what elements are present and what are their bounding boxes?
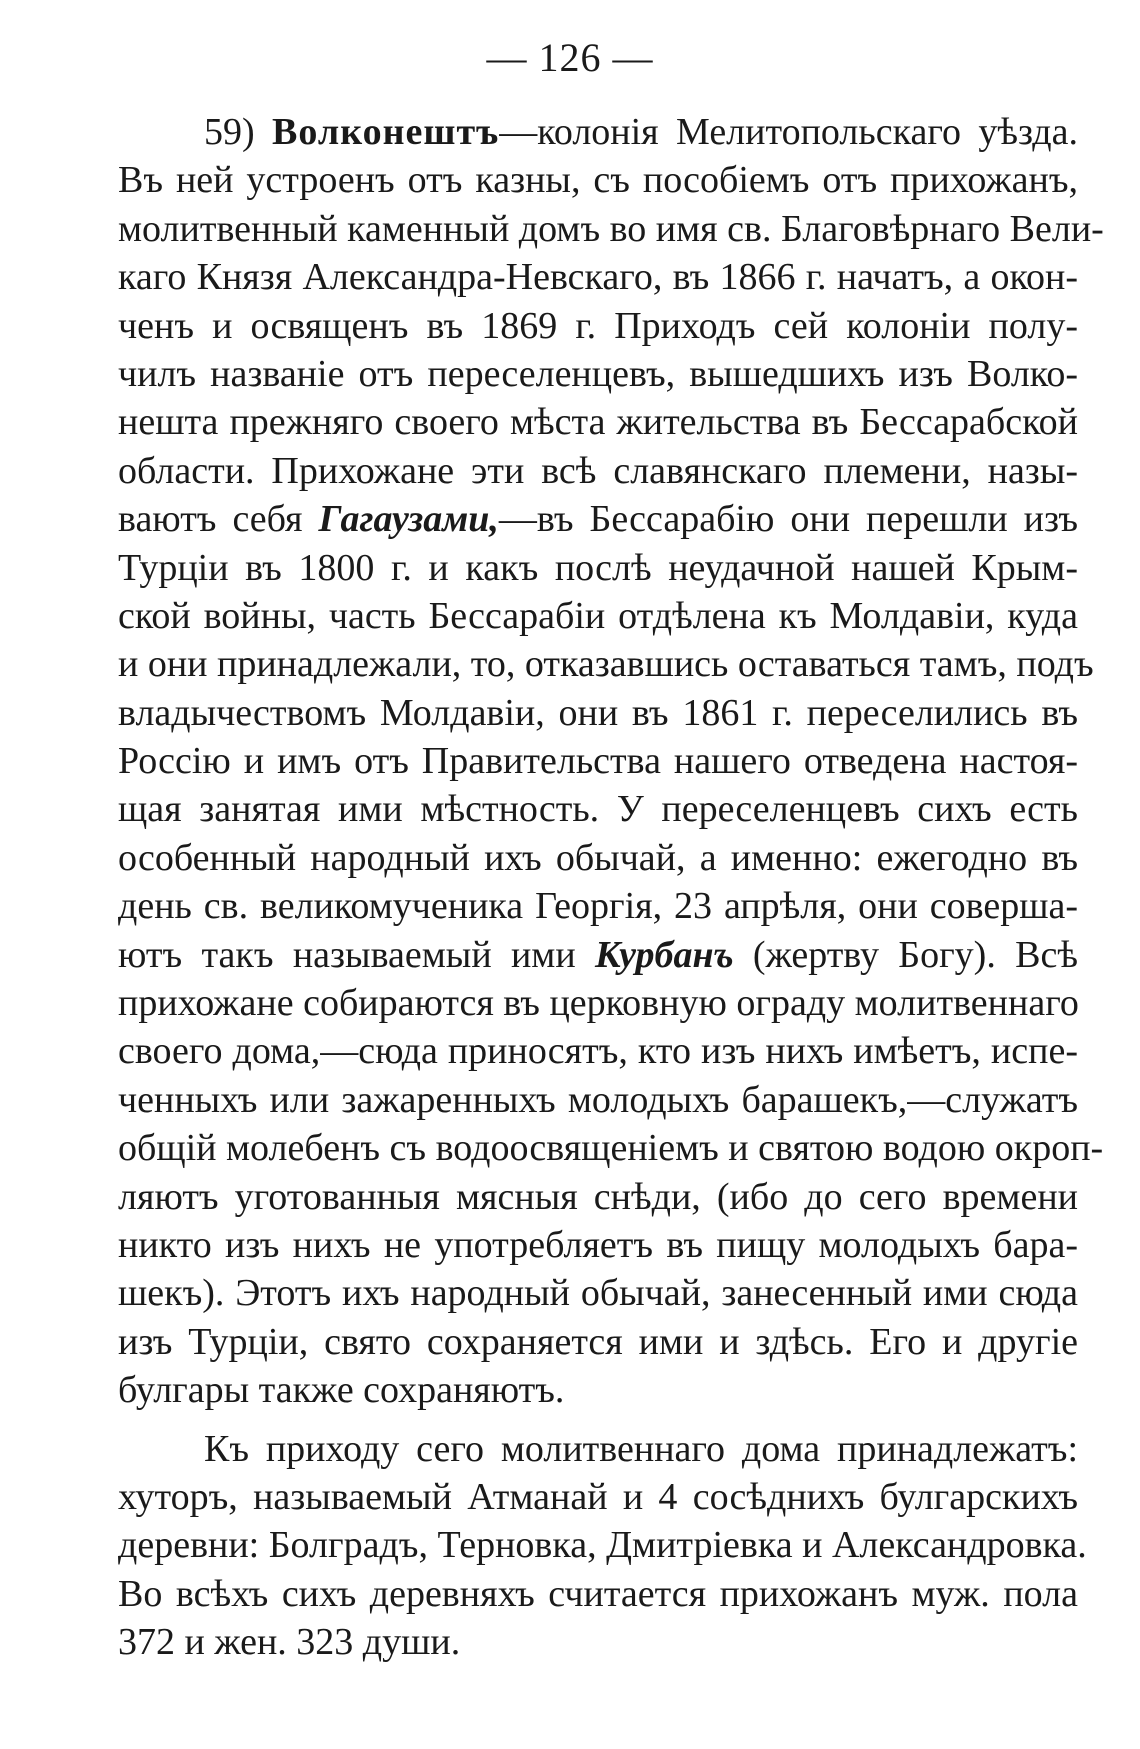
text-line: чилъ названіе отъ переселенцевъ, вышедшихъ изъ Волко-	[118, 352, 1078, 395]
text-line: изъ Турціи, свято сохраняется ими и здѣсь. Его и другіе	[118, 1320, 1078, 1363]
text-line: общій молебенъ съ водоосвященіемъ и святою водою окроп-	[118, 1127, 1104, 1170]
text-line: Къ приходу сего молитвеннаго дома принадлежатъ:	[204, 1427, 1078, 1470]
text-line: владычествомъ Молдавіи, они въ 1861 г. переселились въ	[118, 691, 1078, 734]
page-number: — 126 —	[486, 35, 654, 80]
body-text	[118, 108, 1104, 1667]
text-line: особенный народный ихъ обычай, а именно: ежегодно въ	[118, 836, 1078, 879]
text-line: Во всѣхъ сихъ деревняхъ считается прихожанъ муж. пола	[118, 1572, 1078, 1615]
text-line: день св. великомученика Георгія, 23 апрѣля, они совершa-	[118, 885, 1078, 928]
text-line: ченъ и освященъ въ 1869 г. Приходъ сей колоніи полу-	[118, 304, 1078, 347]
text-line	[118, 931, 1078, 979]
text-span: ютъ такъ называемый ими	[118, 933, 596, 976]
text-line: Въ ней устроенъ отъ казны, съ пособіемъ отъ прихожанъ,	[118, 159, 1078, 202]
text-line: каго Князя Александра-Невскаго, въ 1866 г. начатъ, а окон-	[118, 256, 1078, 299]
text-line: Россію и имъ отъ Правительства нашего отведена настоя-	[118, 740, 1078, 783]
entry-heading: Волконештъ	[272, 111, 500, 153]
text-line: области. Прихожане эти всѣ славянскаго племени, назы-	[118, 449, 1078, 492]
text-line: никто изъ нихъ не употребляетъ въ пищу молодыхъ бара-	[118, 1223, 1078, 1266]
text-line: ляютъ уготованныя мясныя снѣди, (ибо до сего времени	[118, 1175, 1078, 1218]
text-line: прихожане собираются въ церковную ограду молитвеннаго	[118, 982, 1079, 1025]
entry-number: 59)	[204, 111, 273, 153]
text-line: щая занятая ими мѣстность. У переселенцевъ сихъ есть	[118, 788, 1078, 831]
text-line: своего дома,—сюда приносятъ, кто изъ нихъ имѣетъ, испе-	[118, 1030, 1078, 1073]
text-line	[118, 108, 1078, 156]
italic-term: Гагаузами,	[318, 498, 499, 541]
text-span: (жертву Богу). Всѣ	[733, 933, 1078, 976]
text-line: ченныхъ или зажаренныхъ молодыхъ барашекъ,—служатъ	[118, 1078, 1078, 1121]
text-line: ской войны, часть Бессарабіи отдѣлена къ Молдавіи, куда	[118, 594, 1078, 637]
text-line: хуторъ, называемый Атманай и 4 сосѣднихъ булгарскихъ	[118, 1475, 1078, 1518]
text-line: шекъ). Этотъ ихъ народный обычай, занесенный ими сюда	[118, 1272, 1078, 1315]
text-span: —колонія Мелитопольскаго уѣзда.	[499, 111, 1079, 153]
paragraph-gap	[118, 1415, 1078, 1425]
text-line: Турціи въ 1800 г. и какъ послѣ неудачной нашей Крым-	[118, 546, 1078, 589]
text-span: —въ Бессарабію они перешли изъ	[498, 498, 1078, 541]
text-line: булгары также сохраняютъ.	[118, 1369, 565, 1412]
text-line: нешта прежняго своего мѣста жительства въ Бессарабской	[118, 401, 1078, 444]
italic-term: Курбанъ	[595, 933, 734, 976]
text-span: ваютъ себя	[118, 498, 319, 541]
text-line: молитвенный каменный домъ во имя св. Благовѣрнаго Вели-	[118, 207, 1104, 250]
text-line: деревни: Болградъ, Терновка, Дмитріевка и Александровка.	[118, 1524, 1087, 1567]
text-line	[118, 495, 1078, 543]
text-line: и они принадлежали, то, отказавшись оставаться тамъ, подъ	[118, 643, 1094, 686]
text-line: 372 и жен. 323 души.	[118, 1621, 461, 1664]
